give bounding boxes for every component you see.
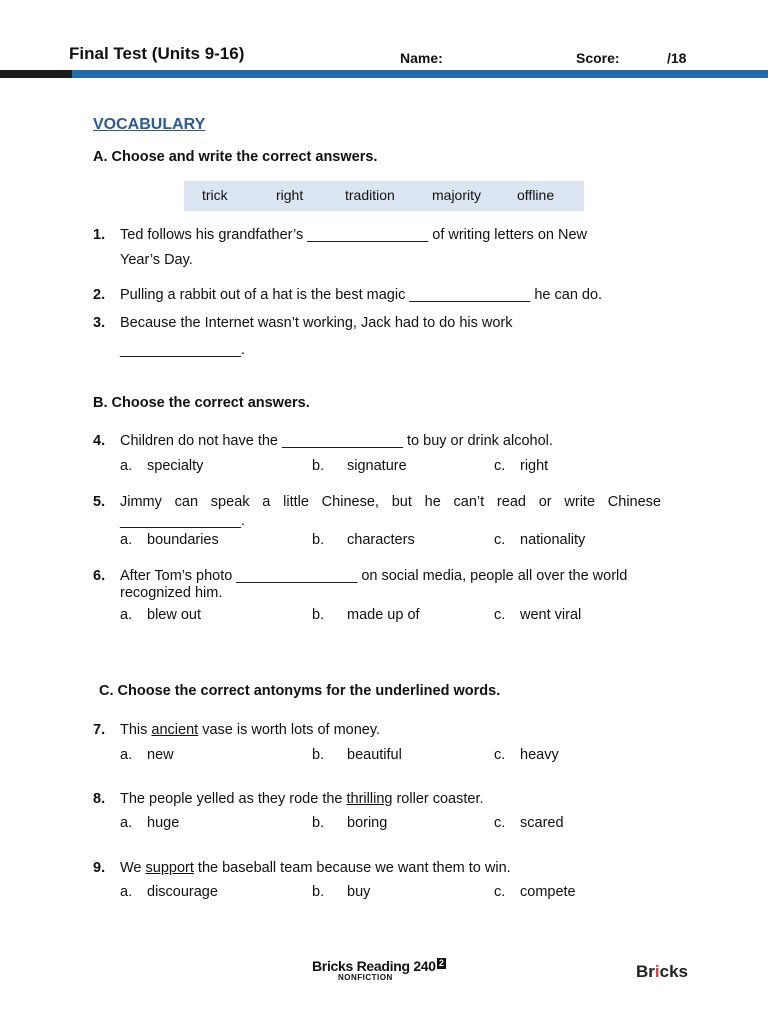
test-title: Final Test (Units 9-16) <box>69 44 245 63</box>
word-bank-item: right <box>276 187 304 203</box>
question-number: 7. <box>93 722 106 738</box>
option-letter: c. <box>494 747 506 763</box>
question-number: 3. <box>93 315 106 331</box>
section-a-title: A. Choose and write the correct answers. <box>93 149 378 165</box>
level-badge: 2 <box>437 958 446 969</box>
option-letter: a. <box>120 815 133 831</box>
option-text[interactable]: right <box>520 458 549 474</box>
score-label: Score: <box>576 50 620 66</box>
option-letter: a. <box>120 532 133 548</box>
word-bank-item: tradition <box>345 187 395 203</box>
question-text-continued: _______________. <box>120 513 245 529</box>
option-text[interactable]: nationality <box>520 532 586 548</box>
question-text: The people yelled as they rode the thrilling roller coaster. <box>120 791 484 807</box>
underlined-word: support <box>145 860 194 876</box>
word-bank-item: majority <box>432 187 482 203</box>
section-c-title: C. Choose the correct antonyms for the underlined words. <box>99 683 501 699</box>
option-text[interactable]: heavy <box>520 747 559 763</box>
word-bank-item: trick <box>202 187 228 203</box>
option-letter: a. <box>120 747 133 763</box>
question-number: 9. <box>93 860 106 876</box>
option-letter: b. <box>312 458 325 474</box>
vocabulary-heading: VOCABULARY <box>93 116 206 133</box>
option-letter: b. <box>312 884 325 900</box>
option-letter: b. <box>312 607 325 623</box>
option-letter: c. <box>494 884 506 900</box>
option-letter: c. <box>494 532 506 548</box>
option-letter: a. <box>120 607 133 623</box>
option-text[interactable]: specialty <box>147 458 204 474</box>
option-text[interactable]: went viral <box>520 607 582 623</box>
option-letter: b. <box>312 532 325 548</box>
word-bank-item: offline <box>517 187 555 203</box>
option-letter: b. <box>312 747 325 763</box>
question-number: 8. <box>93 791 106 807</box>
option-text[interactable]: compete <box>520 884 576 900</box>
question-number: 4. <box>93 433 106 449</box>
underlined-word: thrilling <box>346 791 393 807</box>
question-text: Jimmy can speak a little Chinese, but he can’t read or write Chinese <box>120 494 661 510</box>
option-text[interactable]: buy <box>347 884 371 900</box>
option-text[interactable]: boring <box>347 815 388 831</box>
option-letter: a. <box>120 458 133 474</box>
question-text-continued: Year’s Day. <box>120 252 193 268</box>
question-text: After Tom’s photo _______________ on social media, people all over the world <box>120 568 628 584</box>
option-letter: a. <box>120 884 133 900</box>
question-text: This ancient vase is worth lots of money. <box>120 722 381 738</box>
option-text[interactable]: made up of <box>347 607 420 623</box>
option-text[interactable]: characters <box>347 532 415 548</box>
question-text: Ted follows his grandfather’s _______________ of writing letters on New <box>120 227 587 243</box>
option-letter: c. <box>494 607 506 623</box>
option-text[interactable]: new <box>147 747 174 763</box>
option-text[interactable]: scared <box>520 815 564 831</box>
question-text: Children do not have the _______________ to buy or drink alcohol. <box>120 433 553 449</box>
word-bank <box>184 181 584 211</box>
score-total: /18 <box>667 50 687 66</box>
question-text: Pulling a rabbit out of a hat is the best magic _______________ he can do. <box>120 287 603 303</box>
brand-logo: Bricks <box>636 962 689 981</box>
option-letter: c. <box>494 458 506 474</box>
option-text[interactable]: huge <box>147 815 180 831</box>
option-text[interactable]: beautiful <box>347 747 402 763</box>
section-b-title: B. Choose the correct answers. <box>93 395 310 411</box>
header-bar-blue <box>72 70 768 78</box>
series-subtitle: NONFICTION <box>338 973 393 982</box>
option-letter: b. <box>312 815 325 831</box>
underlined-word: ancient <box>151 722 199 738</box>
option-text[interactable]: signature <box>347 458 407 474</box>
question-text: We support the baseball team because we want them to win. <box>120 860 511 876</box>
series-logo: Bricks Reading 240 2 <box>312 958 446 974</box>
question-text-continued: _______________. <box>120 342 245 358</box>
option-text[interactable]: discourage <box>147 884 218 900</box>
option-text[interactable]: blew out <box>147 607 202 623</box>
question-text: Because the Internet wasn’t working, Jack had to do his work <box>120 315 513 331</box>
question-number: 5. <box>93 494 106 510</box>
question-number: 6. <box>93 568 106 584</box>
header-bar-dark <box>0 70 72 78</box>
question-number: 1. <box>93 227 106 243</box>
option-letter: c. <box>494 815 506 831</box>
name-label: Name: <box>400 50 443 66</box>
question-number: 2. <box>93 287 106 303</box>
question-text-continued: recognized him. <box>120 585 223 601</box>
option-text[interactable]: boundaries <box>147 532 219 548</box>
